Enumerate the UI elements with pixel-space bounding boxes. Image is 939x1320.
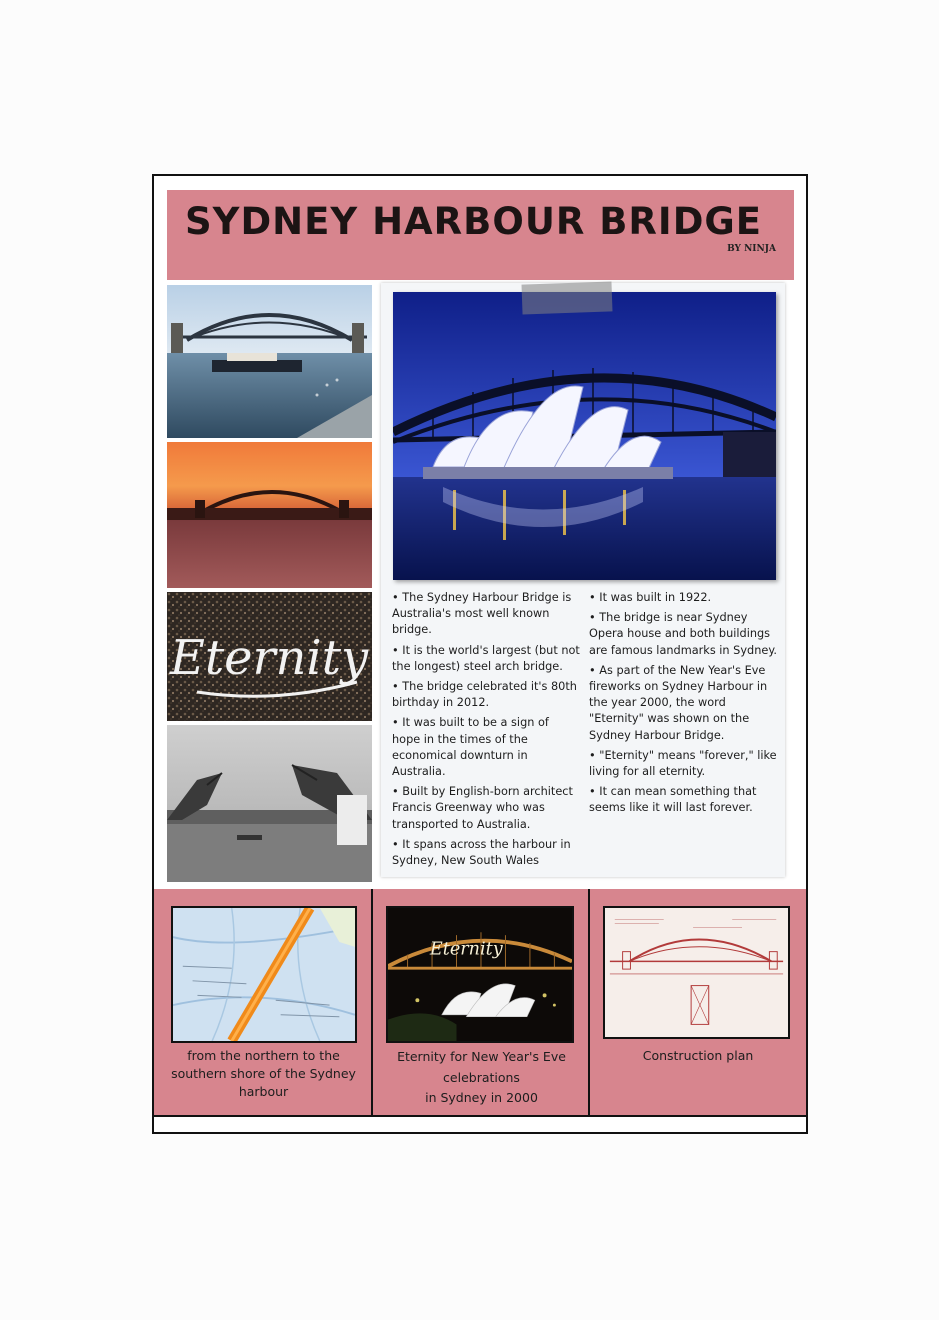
fact-item: • It can mean something that seems like it will last forever. [589,784,777,816]
caption-line: harbour [238,1084,289,1099]
fact-item: • The Sydney Harbour Bridge is Australia's most well known bridge. [392,590,580,639]
caption-line: Construction plan [642,1048,754,1063]
eternity-script-photo [167,592,372,721]
title-banner [167,190,794,280]
facts-column-2 [589,590,777,821]
sunset-bridge-photo [167,442,372,588]
fact-item: • It is the world's largest (but not the longest) steel arch bridge. [392,643,580,675]
bridge-construction-photo [167,725,372,882]
fireworks-panel [373,889,590,1115]
svg-text:Eternity: Eternity [429,939,503,960]
fact-item: • It spans across the harbour in Sydney, New South Wales [392,837,580,869]
fact-item: • The bridge is near Sydney Opera house and both buildings are famous landmarks in Sydney. [589,610,777,659]
eternity-script-text: Eternity [169,630,369,686]
caption-line: celebrations [443,1069,520,1085]
caption-line: from the northern to the [187,1048,340,1063]
fireworks-caption [381,1047,582,1109]
fact-item: • It was built to be a sign of hope in the times of the economical downturn in Australia. [392,715,580,780]
byline: BY NINJA [727,244,776,254]
map-panel [154,889,373,1115]
eternity-fireworks-photo [386,906,574,1043]
fact-item: • It was built in 1922. [589,590,777,606]
fact-item: • As part of the New Year's Eve fireworks on Sydney Harbour in the year 2000, the word "Eternity" was shown on the Sydney Harbour Bridge. [589,663,777,744]
map-caption [164,1047,363,1101]
fact-item: • Built by English-born architect Francis Greenway who was transported to Australia. [392,784,580,833]
tape-strip [522,281,613,314]
harbour-bridge-ferry-photo [167,285,372,438]
page-title: SYDNEY HARBOUR BRIDGE [185,200,763,243]
fact-item: • The bridge celebrated it's 80th birthday in 2012. [392,679,580,711]
facts-column-1 [392,590,580,873]
fact-item: • "Eternity" means "forever," like living for all eternity. [589,748,777,780]
construction-caption [598,1047,798,1065]
opera-house-night-photo [393,292,776,580]
caption-line: Eternity for New Year's Eve [397,1049,566,1064]
caption-line: southern shore of the Sydney [171,1066,356,1081]
harbour-map-image [171,906,357,1043]
caption-line: in Sydney in 2000 [425,1090,538,1105]
construction-panel [590,889,806,1115]
construction-plan-drawing [603,906,790,1039]
